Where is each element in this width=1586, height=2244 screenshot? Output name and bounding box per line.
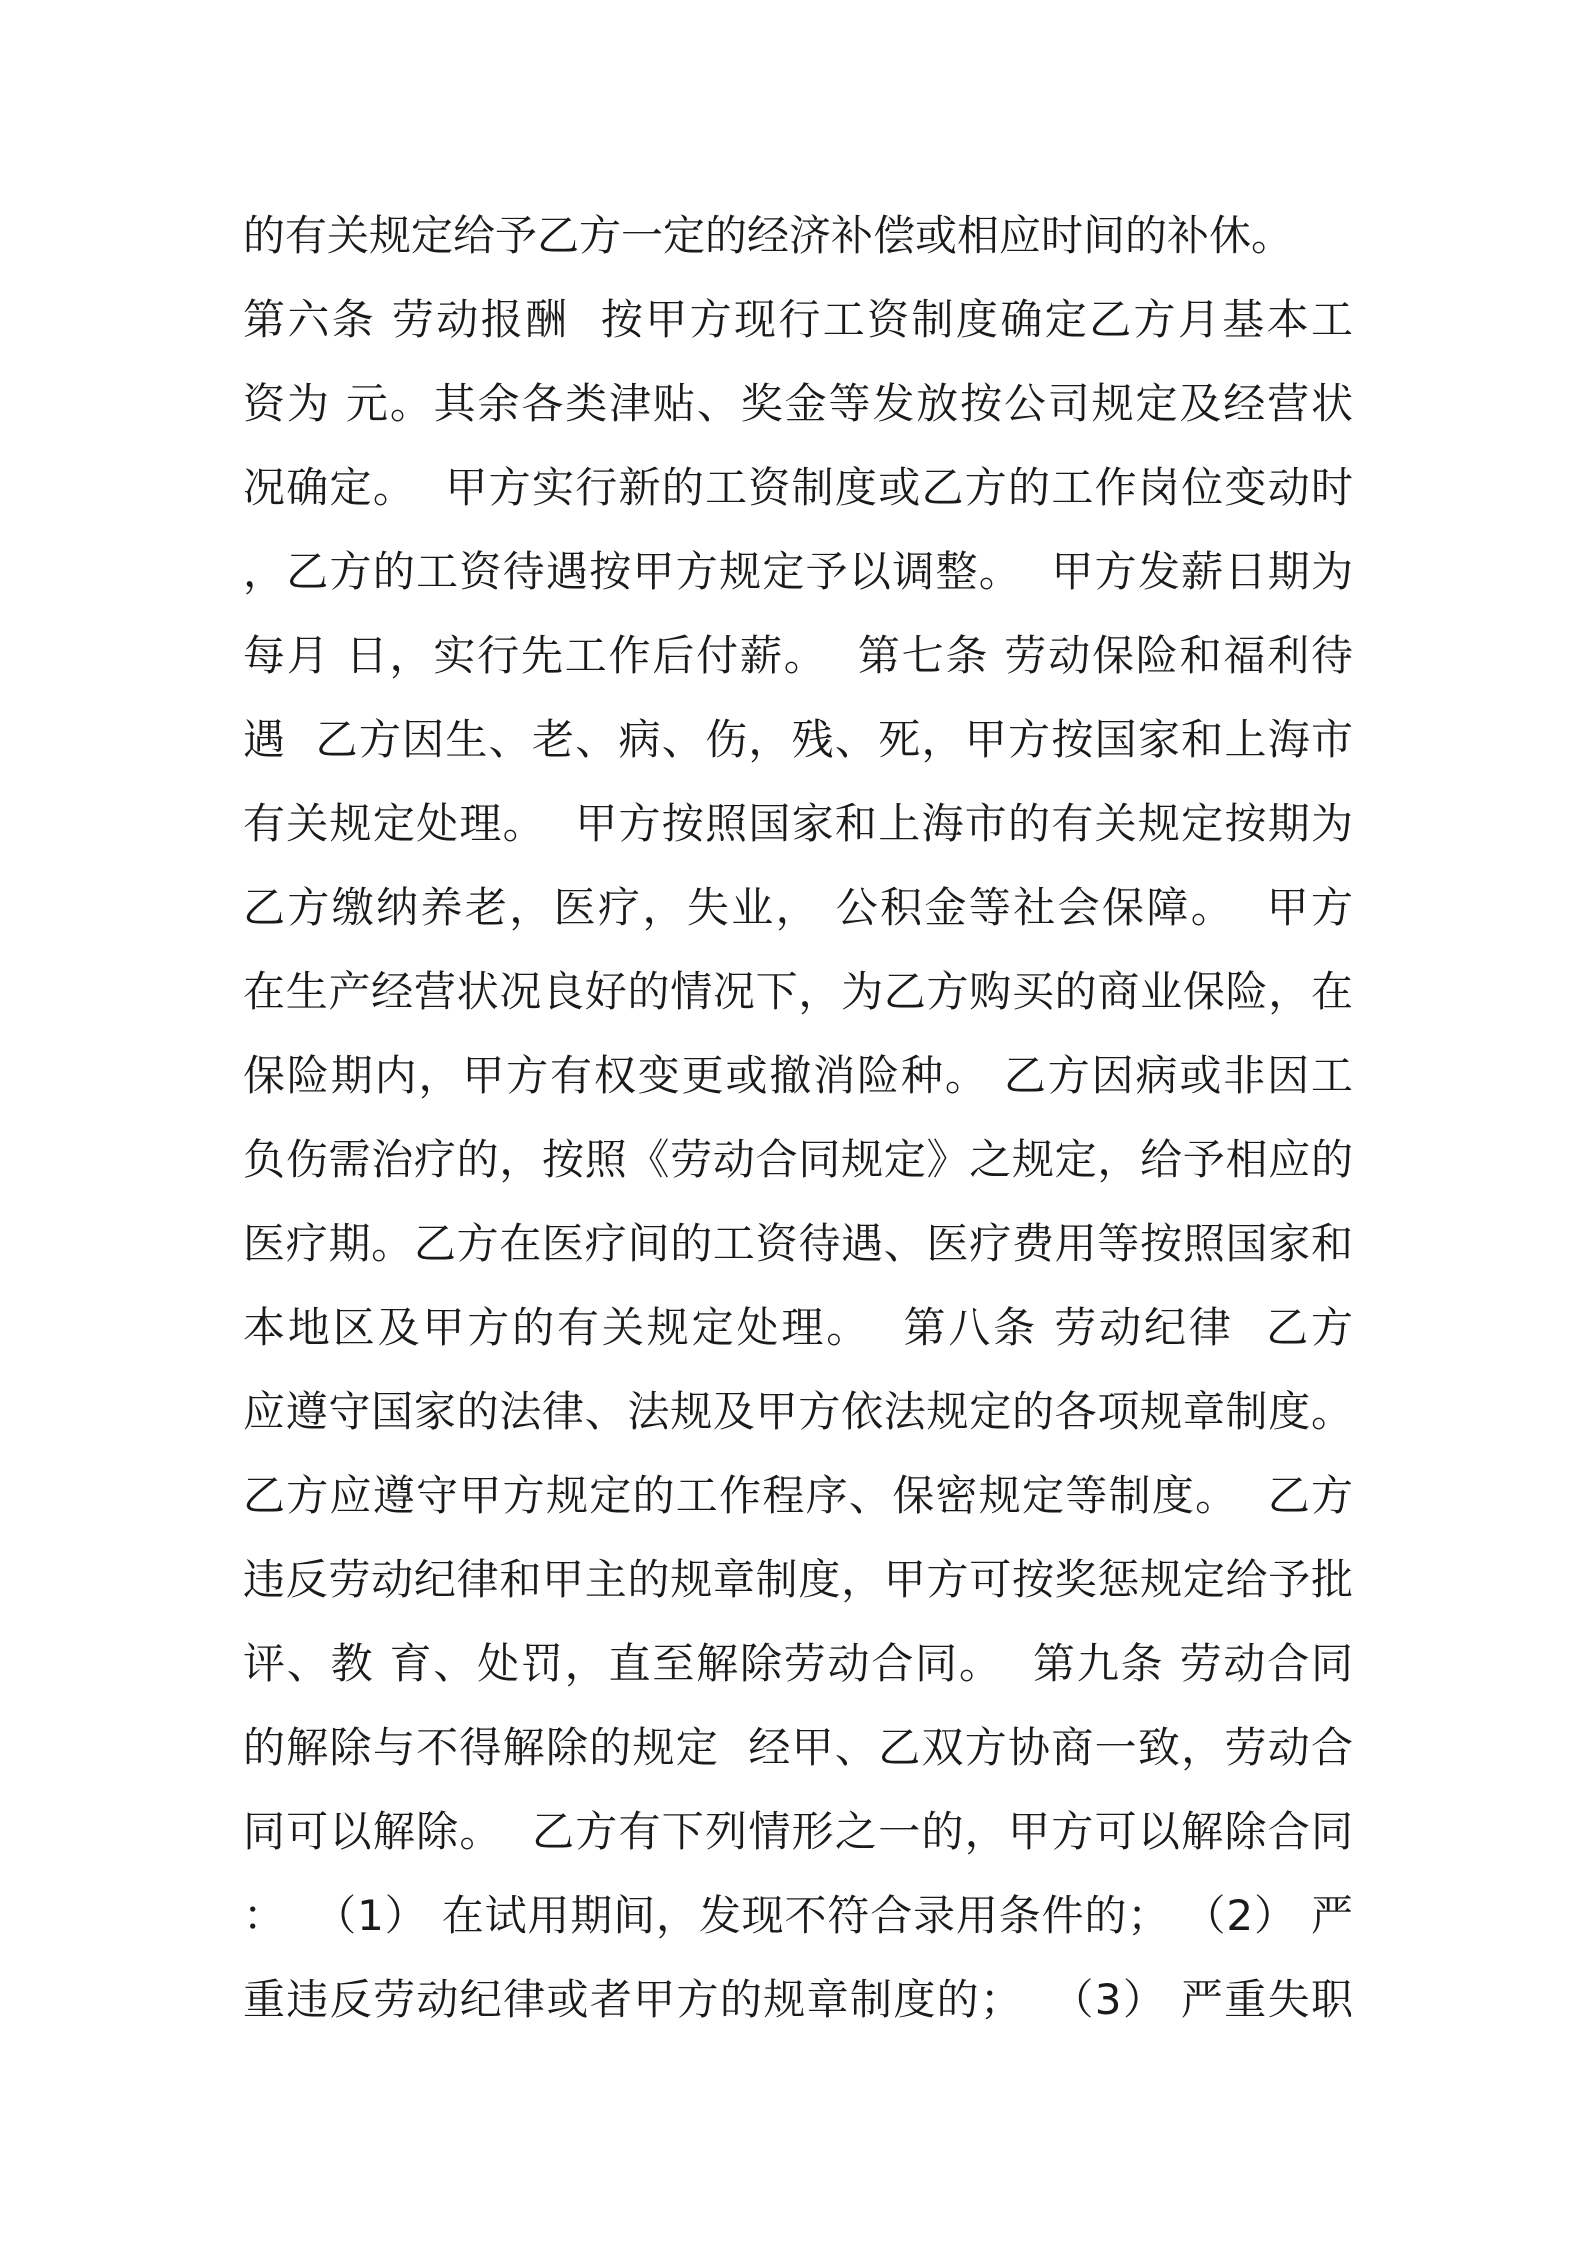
text-line-21: ： （1） 在试用期间，发现不符合录用条件的； （2） 严 <box>243 1891 1353 1940</box>
text-line-15: 应遵守国家的法律、法规及甲方依法规定的各项规章制度。 <box>243 1387 1353 1436</box>
text-line-10: 在生产经营状况良好的情况下，为乙方购买的商业保险，在 <box>243 967 1353 1016</box>
text-line-20: 同可以解除。 乙方有下列情形之一的，甲方可以解除合同 <box>243 1807 1353 1856</box>
text-line-7: 遇 乙方因生、老、病、伤，残、死，甲方按国家和上海市 <box>243 715 1353 764</box>
text-line-8: 有关规定处理。 甲方按照国家和上海市的有关规定按期为 <box>243 799 1353 848</box>
text-line-9: 乙方缴纳养老，医疗，失业， 公积金等社会保障。 甲方 <box>243 883 1353 932</box>
text-line-2: 第六条 劳动报酬 按甲方现行工资制度确定乙方月基本工 <box>243 295 1353 344</box>
text-line-1: 的有关规定给予乙方一定的经济补偿或相应时间的补休。 <box>243 211 1294 260</box>
text-line-16: 乙方应遵守甲方规定的工作程序、保密规定等制度。 乙方 <box>243 1471 1353 1520</box>
text-line-3: 资为 元。其余各类津贴、奖金等发放按公司规定及经营状 <box>243 379 1353 428</box>
text-line-22: 重违反劳动纪律或者甲方的规章制度的； （3） 严重失职 <box>243 1975 1353 2024</box>
text-line-6: 每月 日，实行先工作后付薪。 第七条 劳动保险和福利待 <box>243 631 1353 680</box>
text-line-5: ，乙方的工资待遇按甲方规定予以调整。 甲方发薪日期为 <box>243 547 1353 596</box>
text-line-19: 的解除与不得解除的规定 经甲、乙双方协商一致，劳动合 <box>243 1723 1353 1772</box>
text-line-14: 本地区及甲方的有关规定处理。 第八条 劳动纪律 乙方 <box>243 1303 1353 1352</box>
text-line-18: 评、教 育、处罚，直至解除劳动合同。 第九条 劳动合同 <box>243 1639 1353 1688</box>
text-line-13: 医疗期。乙方在医疗间的工资待遇、医疗费用等按照国家和 <box>243 1219 1353 1268</box>
text-line-11: 保险期内，甲方有权变更或撤消险种。 乙方因病或非因工 <box>243 1051 1353 1100</box>
text-line-4: 况确定。 甲方实行新的工资制度或乙方的工作岗位变动时 <box>243 463 1353 512</box>
text-line-17: 违反劳动纪律和甲主的规章制度，甲方可按奖惩规定给予批 <box>243 1555 1353 1604</box>
contract-text-body <box>243 194 1353 2042</box>
text-line-12: 负伤需治疗的，按照《劳动合同规定》之规定，给予相应的 <box>243 1135 1353 1184</box>
